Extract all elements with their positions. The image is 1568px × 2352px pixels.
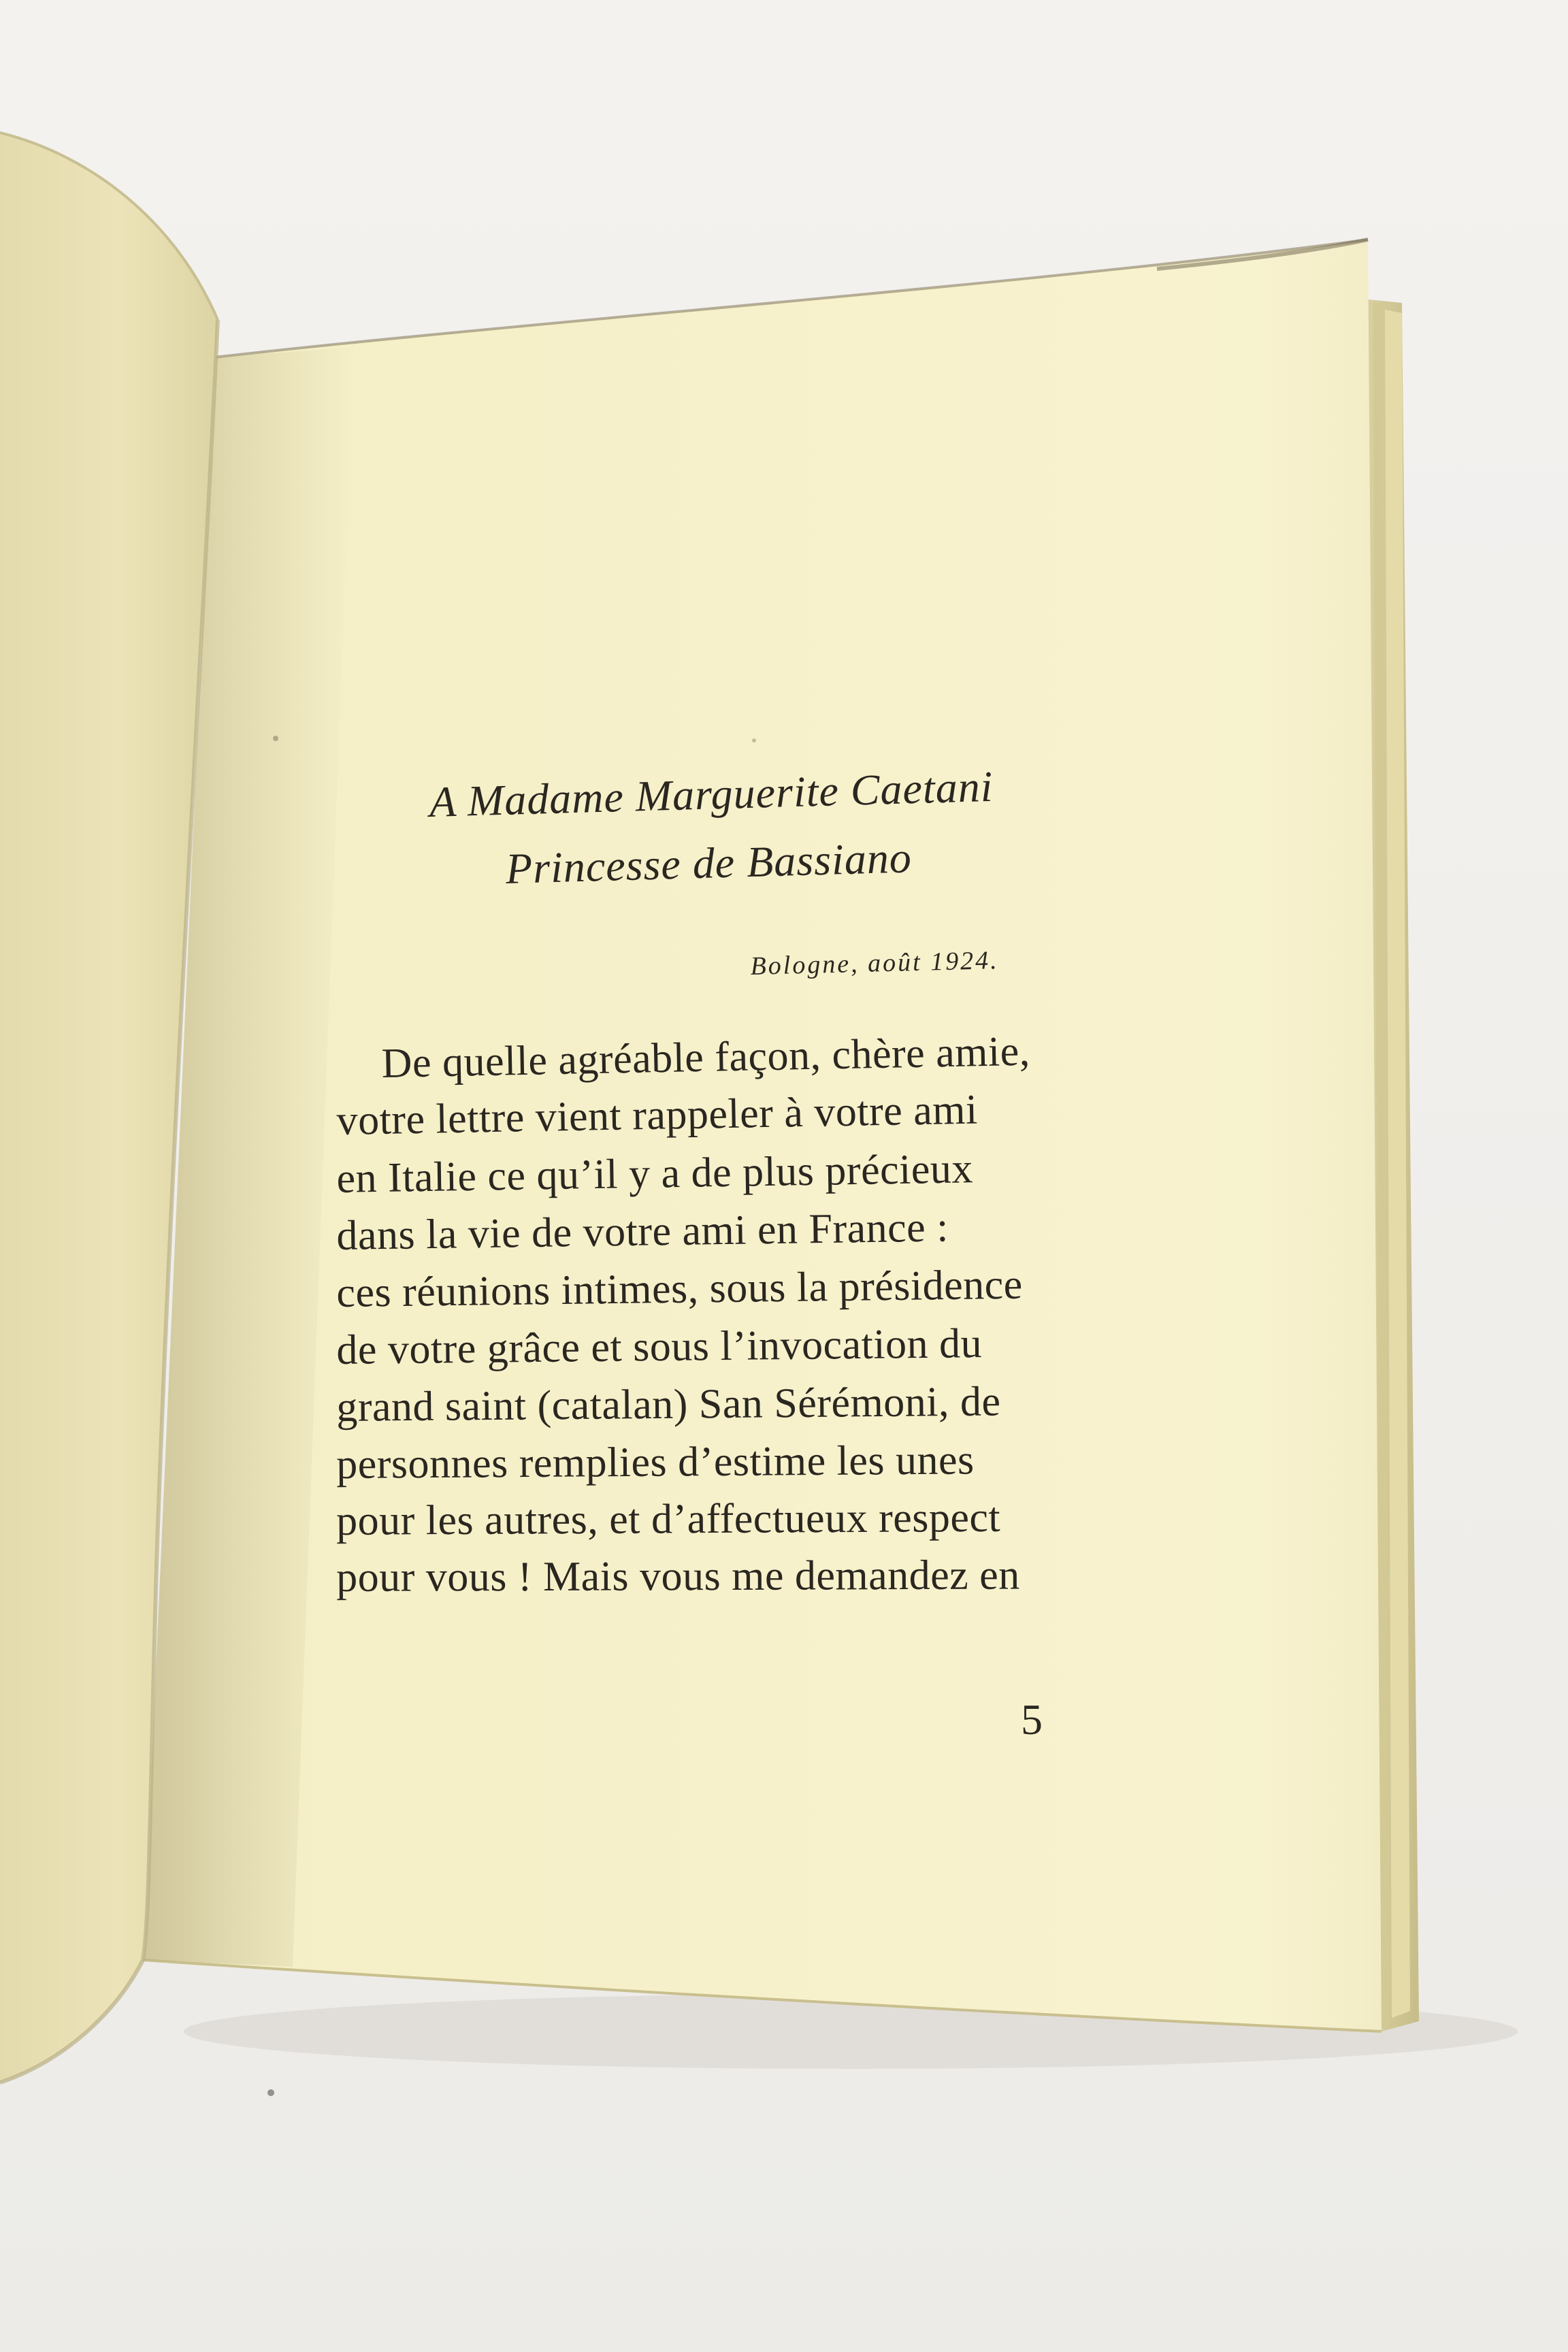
dedication-line-1: A Madame Marguerite Caetani [429, 762, 994, 826]
body-line-2: votre lettre vient rappeler à votre ami [336, 1086, 979, 1144]
body-line-7: grand saint (catalan) San Sérémoni, de [336, 1378, 1001, 1431]
body-line-3: en Italie ce qu’il y a de plus précieux [336, 1145, 974, 1202]
body-line-6: de votre grâce et sous l’invocation du [336, 1320, 983, 1373]
body-line-4: dans la vie de votre ami en France : [336, 1204, 949, 1259]
dateline: Bologne, août 1924. [750, 946, 1000, 981]
body-line-10: pour vous ! Mais vous me demandez en [336, 1552, 1020, 1601]
dedication-line-2: Princesse de Bassiano [505, 833, 913, 893]
body-line-9: pour les autres, et d’affectueux respect [336, 1494, 1001, 1544]
body-line-5: ces réunions intimes, sous la présidence [336, 1261, 1024, 1316]
body-line-8: personnes remplies d’estime les unes [336, 1437, 975, 1488]
body-line-1: De quelle agréable façon, chère amie, [381, 1028, 1031, 1087]
page-number: 5 [1021, 1695, 1043, 1744]
